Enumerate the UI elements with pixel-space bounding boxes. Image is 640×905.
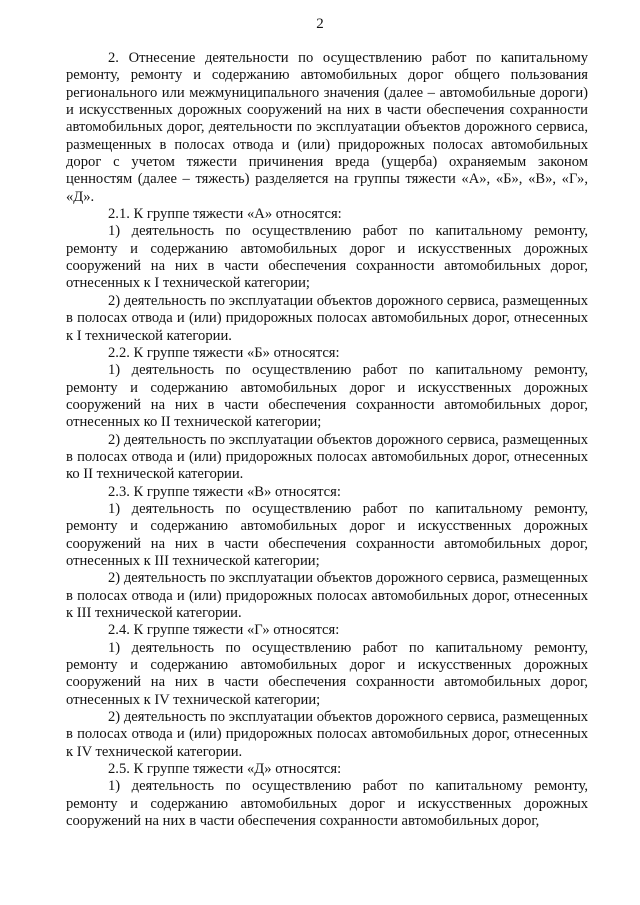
group-a-item-2: 2) деятельность по эксплуатации объектов дорожного сервиса, размещенных в полосах отвода и (или) придорожных полосах автомобильных дорог, отнесенных к I технической категории.	[66, 292, 588, 344]
page-number: 2	[316, 16, 324, 32]
group-v-item-1: 1) деятельность по осуществлению работ по капитальному ремонту, ремонту и содержанию автомобильных дорог и искусственных дорожных сооружений на них в части обеспечения сохранности автомобильных дорог, отнесенных к III технической категории;	[66, 500, 588, 569]
group-a-heading: 2.1. К группе тяжести «А» относятся:	[108, 206, 342, 223]
document-body	[66, 50, 588, 830]
group-v-item-2: 2) деятельность по эксплуатации объектов дорожного сервиса, размещенных в полосах отвода и (или) придорожных полосах автомобильных дорог, отнесенных к III технической категории.	[66, 570, 588, 621]
group-b-item-2: 2) деятельность по эксплуатации объектов дорожного сервиса, размещенных в полосах отвода и (или) придорожных полосах автомобильных дорог, отнесенных ко II технической категории.	[66, 431, 588, 483]
group-g-item-1: 1) деятельность по осуществлению работ по капитальному ремонту, ремонту и содержанию автомобильных дорог и искусственных дорожных сооружений на них в части обеспечения сохранности автомобильных дорог, отнесенных к IV технической категории;	[66, 639, 588, 708]
group-b-item-1: 1) деятельность по осуществлению работ по капитальному ремонту, ремонту и содержанию автомобильных дорог и искусственных дорожных сооружений на них в части обеспечения сохранности автомобильных дорог, отнесенных ко II технической категории;	[66, 362, 588, 431]
paragraph-intro: 2. Отнесение деятельности по осуществлению работ по капитальному ремонту, ремонту и содержанию автомобильных дорог общего пользования регионального или межмуниципального значения (далее – автомобильные дороги) и искусственных дорожных сооружений на них в части обеспечения сохранности автомобильных дорог, деятельности по эксплуатации объектов дорожного сервиса, размещенных в полосах отвода и (или) придорожных полосах автомобильных дорог с учетом тяжести причинения вреда (ущерба) охраняемым законом ценностям (далее – тяжесть) разделяется на группы тяжести «А», «Б», «В», «Г», «Д».	[66, 50, 588, 205]
group-a-item-1: 1) деятельность по осуществлению работ по капитальному ремонту, ремонту и содержанию автомобильных дорог и искусственных дорожных сооружений на них в части обеспечения сохранности автомобильных дорог, отнесенных к I технической категории;	[66, 223, 588, 292]
group-g-item-2: 2) деятельность по эксплуатации объектов дорожного сервиса, размещенных в полосах отвода и (или) придорожных полосах автомобильных дорог, отнесенных к IV технической категории.	[66, 709, 588, 760]
group-b-heading: 2.2. К группе тяжести «Б» относятся:	[108, 344, 340, 361]
group-g-heading: 2.4. К группе тяжести «Г» относятся:	[108, 622, 340, 639]
group-d-heading: 2.5. К группе тяжести «Д» относятся:	[108, 761, 342, 778]
group-v-heading: 2.3. К группе тяжести «В» относятся:	[108, 483, 341, 500]
group-d-item-1: 1) деятельность по осуществлению работ по капитальному ремонту, ремонту и содержанию автомобильных дорог и искусственных дорожных сооружений на них в части обеспечения сохранности автомобильных дорог,	[66, 778, 588, 830]
